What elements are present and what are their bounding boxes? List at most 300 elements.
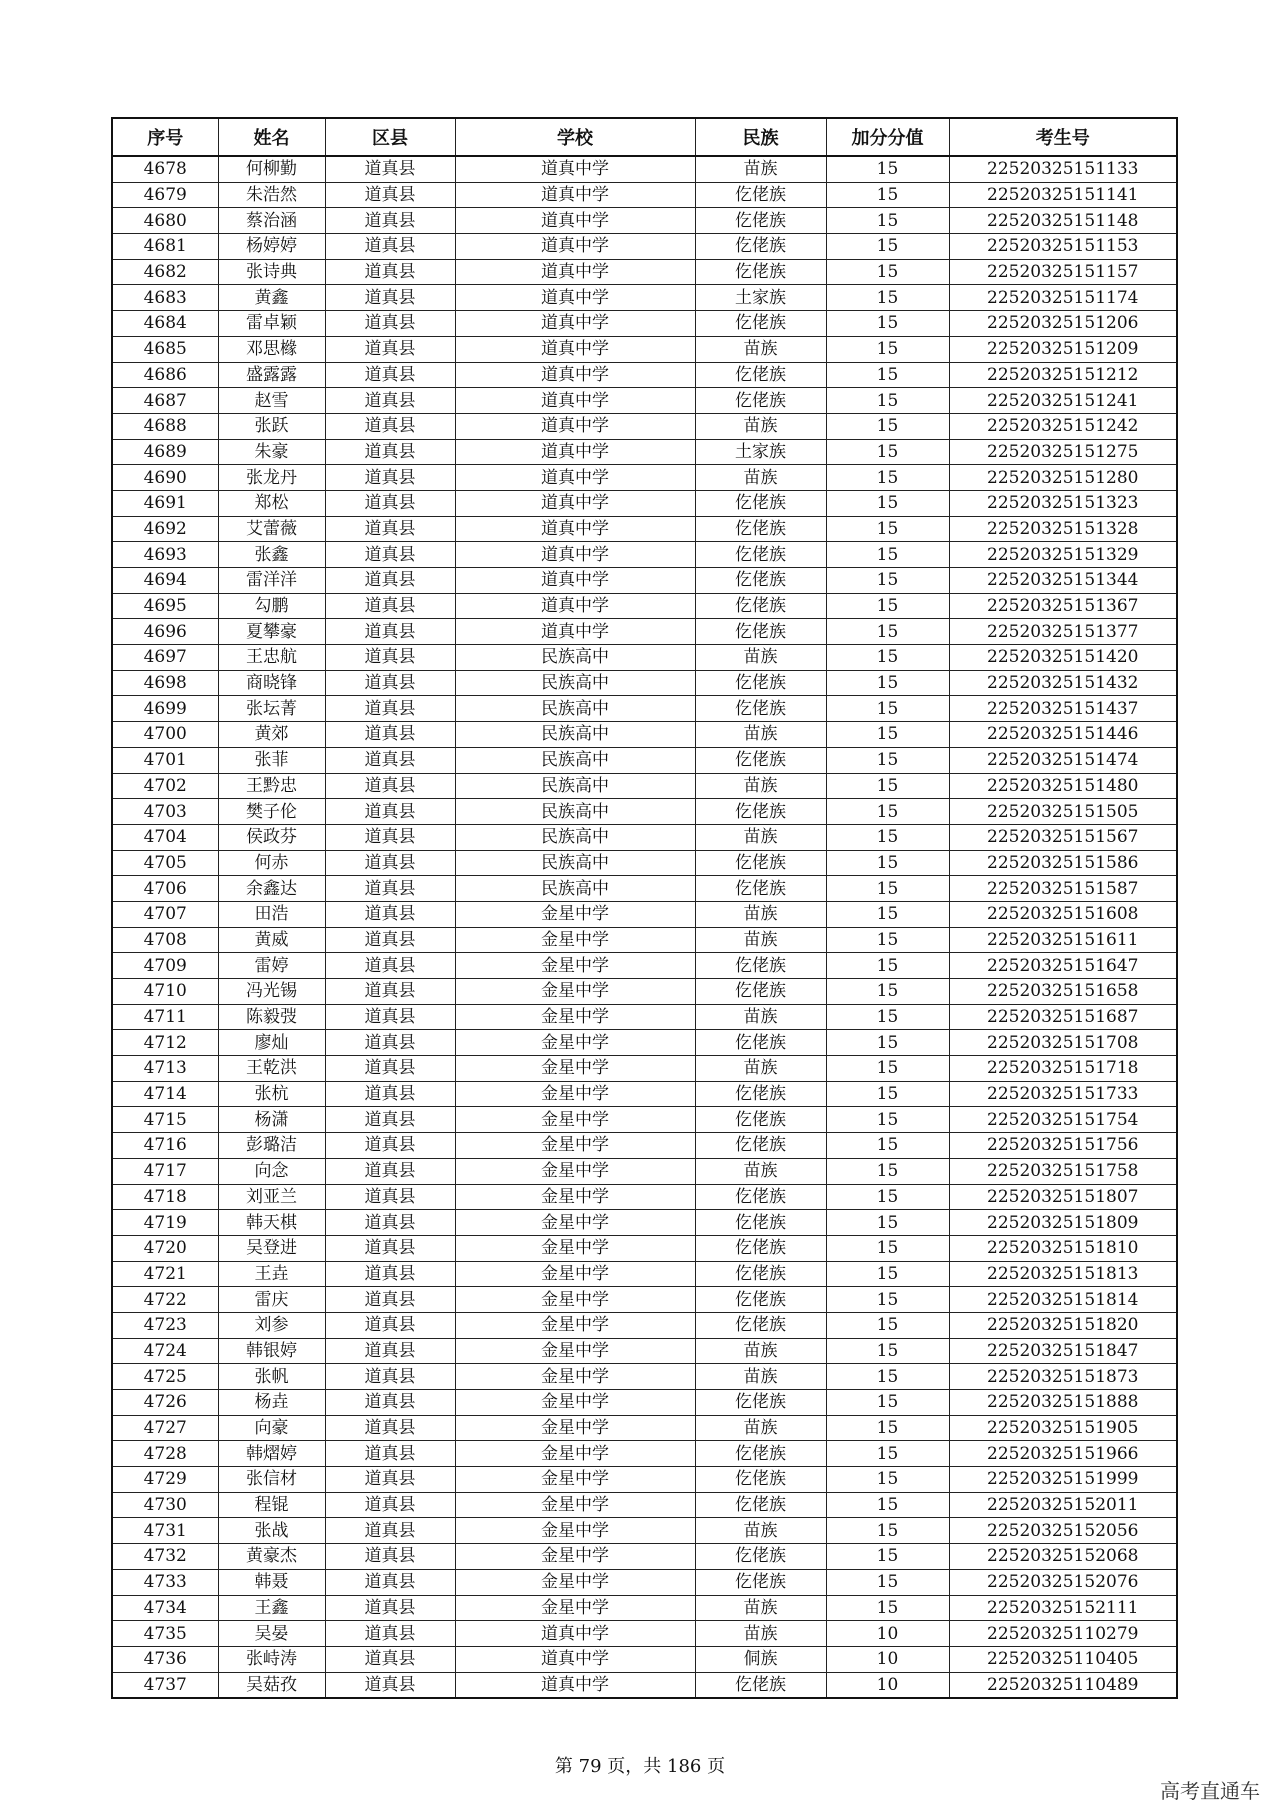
cell-bonus-points: 15 — [826, 799, 949, 825]
cell-county: 道真县 — [325, 465, 455, 491]
cell-bonus-points: 15 — [826, 1210, 949, 1236]
cell-bonus-points: 15 — [826, 1338, 949, 1364]
table-row — [112, 1364, 1177, 1390]
cell-ethnicity: 仡佬族 — [695, 1184, 826, 1210]
cell-name: 杨婷婷 — [218, 234, 325, 260]
cell-bonus-points: 15 — [826, 953, 949, 979]
cell-index: 4701 — [112, 747, 218, 773]
cell-county: 道真县 — [325, 1030, 455, 1056]
cell-name: 王鑫 — [218, 1595, 325, 1621]
cell-ethnicity: 苗族 — [695, 824, 826, 850]
cell-ethnicity: 仡佬族 — [695, 1030, 826, 1056]
cell-county: 道真县 — [325, 208, 455, 234]
cell-bonus-points: 15 — [826, 336, 949, 362]
cell-name: 何柳勤 — [218, 156, 325, 182]
table-row — [112, 1030, 1177, 1056]
cell-index: 4717 — [112, 1158, 218, 1184]
cell-name: 张战 — [218, 1518, 325, 1544]
table-row — [112, 516, 1177, 542]
cell-index: 4684 — [112, 311, 218, 337]
cell-ethnicity: 仡佬族 — [695, 516, 826, 542]
cell-exam-id: 22520325151847 — [949, 1338, 1177, 1364]
cell-county: 道真县 — [325, 1415, 455, 1441]
table-row — [112, 850, 1177, 876]
cell-county: 道真县 — [325, 773, 455, 799]
table-row — [112, 696, 1177, 722]
table-row — [112, 799, 1177, 825]
cell-name: 雷庆 — [218, 1287, 325, 1313]
cell-exam-id: 22520325151905 — [949, 1415, 1177, 1441]
cell-county: 道真县 — [325, 234, 455, 260]
cell-name: 盛露露 — [218, 362, 325, 388]
cell-index: 4689 — [112, 439, 218, 465]
cell-name: 黄威 — [218, 927, 325, 953]
cell-county: 道真县 — [325, 156, 455, 182]
cell-ethnicity: 苗族 — [695, 1158, 826, 1184]
table-row — [112, 876, 1177, 902]
cell-county: 道真县 — [325, 953, 455, 979]
table-row — [112, 336, 1177, 362]
cell-name: 廖灿 — [218, 1030, 325, 1056]
cell-exam-id: 22520325151275 — [949, 439, 1177, 465]
table-row — [112, 1646, 1177, 1672]
cell-name: 王黔忠 — [218, 773, 325, 799]
cell-bonus-points: 15 — [826, 1390, 949, 1416]
table-row — [112, 439, 1177, 465]
cell-ethnicity: 仡佬族 — [695, 619, 826, 645]
cell-ethnicity: 侗族 — [695, 1646, 826, 1672]
table-row — [112, 1107, 1177, 1133]
cell-exam-id: 22520325151608 — [949, 901, 1177, 927]
cell-index: 4688 — [112, 413, 218, 439]
cell-county: 道真县 — [325, 1544, 455, 1570]
cell-school: 道真中学 — [455, 285, 695, 311]
cell-index: 4715 — [112, 1107, 218, 1133]
cell-exam-id: 22520325151153 — [949, 234, 1177, 260]
page-number: 第 79 页，共 186 页 — [554, 1756, 726, 1777]
cell-bonus-points: 15 — [826, 1544, 949, 1570]
cell-name: 杨潇 — [218, 1107, 325, 1133]
cell-bonus-points: 15 — [826, 696, 949, 722]
cell-index: 4705 — [112, 850, 218, 876]
cell-bonus-points: 15 — [826, 1158, 949, 1184]
cell-school: 金星中学 — [455, 1287, 695, 1313]
table-row — [112, 1158, 1177, 1184]
cell-index: 4697 — [112, 645, 218, 671]
cell-index: 4700 — [112, 722, 218, 748]
cell-exam-id: 22520325151480 — [949, 773, 1177, 799]
cell-county: 道真县 — [325, 1441, 455, 1467]
cell-county: 道真县 — [325, 1056, 455, 1082]
cell-bonus-points: 15 — [826, 927, 949, 953]
cell-county: 道真县 — [325, 850, 455, 876]
cell-county: 道真县 — [325, 1235, 455, 1261]
cell-school: 金星中学 — [455, 1544, 695, 1570]
cell-exam-id: 22520325151966 — [949, 1441, 1177, 1467]
cell-index: 4733 — [112, 1569, 218, 1595]
cell-exam-id: 22520325151999 — [949, 1467, 1177, 1493]
cell-county: 道真县 — [325, 824, 455, 850]
cell-exam-id: 22520325151505 — [949, 799, 1177, 825]
cell-exam-id: 22520325151148 — [949, 208, 1177, 234]
cell-school: 金星中学 — [455, 1390, 695, 1416]
cell-bonus-points: 15 — [826, 1004, 949, 1030]
cell-name: 韩聂 — [218, 1569, 325, 1595]
table-row — [112, 234, 1177, 260]
cell-index: 4693 — [112, 542, 218, 568]
cell-exam-id: 22520325151810 — [949, 1235, 1177, 1261]
cell-bonus-points: 15 — [826, 722, 949, 748]
cell-school: 金星中学 — [455, 1441, 695, 1467]
table-row — [112, 1544, 1177, 1570]
cell-school: 金星中学 — [455, 1030, 695, 1056]
cell-ethnicity: 仡佬族 — [695, 1441, 826, 1467]
cell-index: 4699 — [112, 696, 218, 722]
header-exam-id: 考生号 — [949, 118, 1177, 156]
cell-county: 道真县 — [325, 182, 455, 208]
cell-school: 金星中学 — [455, 901, 695, 927]
cell-school: 金星中学 — [455, 1518, 695, 1544]
cell-name: 王垚 — [218, 1261, 325, 1287]
cell-ethnicity: 苗族 — [695, 773, 826, 799]
cell-county: 道真县 — [325, 1390, 455, 1416]
cell-name: 樊子伦 — [218, 799, 325, 825]
table-row — [112, 1338, 1177, 1364]
cell-bonus-points: 15 — [826, 747, 949, 773]
cell-name: 张峙涛 — [218, 1646, 325, 1672]
cell-bonus-points: 15 — [826, 285, 949, 311]
cell-name: 向念 — [218, 1158, 325, 1184]
cell-ethnicity: 苗族 — [695, 336, 826, 362]
cell-school: 金星中学 — [455, 1235, 695, 1261]
cell-index: 4736 — [112, 1646, 218, 1672]
cell-exam-id: 22520325151133 — [949, 156, 1177, 182]
cell-school: 民族高中 — [455, 799, 695, 825]
cell-county: 道真县 — [325, 901, 455, 927]
cell-school: 民族高中 — [455, 824, 695, 850]
cell-county: 道真县 — [325, 336, 455, 362]
cell-exam-id: 22520325151587 — [949, 876, 1177, 902]
cell-index: 4709 — [112, 953, 218, 979]
cell-name: 韩银婷 — [218, 1338, 325, 1364]
cell-county: 道真县 — [325, 413, 455, 439]
cell-county: 道真县 — [325, 568, 455, 594]
cell-name: 张菲 — [218, 747, 325, 773]
cell-bonus-points: 10 — [826, 1672, 949, 1698]
cell-index: 4685 — [112, 336, 218, 362]
table-row — [112, 927, 1177, 953]
table-header-row — [112, 118, 1177, 156]
cell-ethnicity: 苗族 — [695, 1004, 826, 1030]
cell-county: 道真县 — [325, 696, 455, 722]
cell-name: 朱浩然 — [218, 182, 325, 208]
cell-index: 4703 — [112, 799, 218, 825]
cell-school: 道真中学 — [455, 439, 695, 465]
cell-name: 夏攀豪 — [218, 619, 325, 645]
cell-bonus-points: 15 — [826, 1467, 949, 1493]
cell-ethnicity: 仡佬族 — [695, 1081, 826, 1107]
cell-bonus-points: 15 — [826, 876, 949, 902]
cell-ethnicity: 仡佬族 — [695, 234, 826, 260]
cell-exam-id: 22520325152068 — [949, 1544, 1177, 1570]
cell-bonus-points: 15 — [826, 516, 949, 542]
cell-school: 金星中学 — [455, 1492, 695, 1518]
cell-county: 道真县 — [325, 1364, 455, 1390]
cell-bonus-points: 15 — [826, 413, 949, 439]
cell-exam-id: 22520325151758 — [949, 1158, 1177, 1184]
cell-name: 黄鑫 — [218, 285, 325, 311]
table-row — [112, 722, 1177, 748]
cell-exam-id: 22520325151432 — [949, 670, 1177, 696]
cell-index: 4679 — [112, 182, 218, 208]
cell-ethnicity: 仡佬族 — [695, 747, 826, 773]
cell-bonus-points: 15 — [826, 311, 949, 337]
cell-ethnicity: 苗族 — [695, 1364, 826, 1390]
cell-exam-id: 22520325151658 — [949, 979, 1177, 1005]
cell-index: 4696 — [112, 619, 218, 645]
cell-index: 4729 — [112, 1467, 218, 1493]
cell-ethnicity: 苗族 — [695, 1056, 826, 1082]
cell-name: 吴晏 — [218, 1621, 325, 1647]
cell-school: 金星中学 — [455, 1184, 695, 1210]
cell-county: 道真县 — [325, 311, 455, 337]
cell-bonus-points: 15 — [826, 1441, 949, 1467]
table-row — [112, 568, 1177, 594]
cell-ethnicity: 仡佬族 — [695, 1467, 826, 1493]
cell-ethnicity: 仡佬族 — [695, 259, 826, 285]
cell-exam-id: 22520325151888 — [949, 1390, 1177, 1416]
table-row — [112, 1492, 1177, 1518]
cell-name: 冯光锡 — [218, 979, 325, 1005]
cell-index: 4713 — [112, 1056, 218, 1082]
cell-exam-id: 22520325151718 — [949, 1056, 1177, 1082]
cell-ethnicity: 苗族 — [695, 1621, 826, 1647]
cell-county: 道真县 — [325, 1261, 455, 1287]
cell-bonus-points: 15 — [826, 1492, 949, 1518]
cell-exam-id: 22520325110489 — [949, 1672, 1177, 1698]
table-row — [112, 979, 1177, 1005]
cell-bonus-points: 15 — [826, 208, 949, 234]
cell-bonus-points: 15 — [826, 362, 949, 388]
cell-ethnicity: 仡佬族 — [695, 799, 826, 825]
cell-school: 道真中学 — [455, 542, 695, 568]
cell-school: 道真中学 — [455, 362, 695, 388]
cell-name: 黄豪杰 — [218, 1544, 325, 1570]
table-row — [112, 1672, 1177, 1698]
cell-ethnicity: 苗族 — [695, 722, 826, 748]
cell-county: 道真县 — [325, 1004, 455, 1030]
table-row — [112, 1441, 1177, 1467]
cell-exam-id: 22520325152076 — [949, 1569, 1177, 1595]
cell-county: 道真县 — [325, 439, 455, 465]
table-row — [112, 593, 1177, 619]
cell-county: 道真县 — [325, 1107, 455, 1133]
table-row — [112, 1415, 1177, 1441]
cell-county: 道真县 — [325, 722, 455, 748]
cell-name: 向豪 — [218, 1415, 325, 1441]
cell-bonus-points: 15 — [826, 850, 949, 876]
cell-school: 金星中学 — [455, 1210, 695, 1236]
cell-name: 蔡治涵 — [218, 208, 325, 234]
cell-ethnicity: 仡佬族 — [695, 1210, 826, 1236]
cell-bonus-points: 15 — [826, 1056, 949, 1082]
table-row — [112, 1235, 1177, 1261]
cell-bonus-points: 15 — [826, 490, 949, 516]
cell-ethnicity: 苗族 — [695, 1338, 826, 1364]
cell-exam-id: 22520325151157 — [949, 259, 1177, 285]
table-row — [112, 285, 1177, 311]
header-index: 序号 — [112, 118, 218, 156]
cell-ethnicity: 土家族 — [695, 439, 826, 465]
cell-exam-id: 22520325151344 — [949, 568, 1177, 594]
cell-exam-id: 22520325152011 — [949, 1492, 1177, 1518]
cell-exam-id: 22520325151420 — [949, 645, 1177, 671]
cell-exam-id: 22520325151708 — [949, 1030, 1177, 1056]
table-row — [112, 1184, 1177, 1210]
cell-exam-id: 22520325151820 — [949, 1312, 1177, 1338]
cell-name: 韩天棋 — [218, 1210, 325, 1236]
cell-county: 道真县 — [325, 1287, 455, 1313]
cell-index: 4720 — [112, 1235, 218, 1261]
table-row — [112, 773, 1177, 799]
header-school: 学校 — [455, 118, 695, 156]
cell-bonus-points: 15 — [826, 645, 949, 671]
cell-index: 4724 — [112, 1338, 218, 1364]
cell-index: 4725 — [112, 1364, 218, 1390]
cell-bonus-points: 15 — [826, 619, 949, 645]
cell-exam-id: 22520325151329 — [949, 542, 1177, 568]
cell-bonus-points: 15 — [826, 568, 949, 594]
cell-name: 张杭 — [218, 1081, 325, 1107]
cell-county: 道真县 — [325, 1210, 455, 1236]
cell-county: 道真县 — [325, 1492, 455, 1518]
cell-school: 金星中学 — [455, 927, 695, 953]
table-row — [112, 362, 1177, 388]
cell-bonus-points: 15 — [826, 182, 949, 208]
cell-school: 金星中学 — [455, 1415, 695, 1441]
table-row — [112, 259, 1177, 285]
cell-name: 余鑫达 — [218, 876, 325, 902]
cell-county: 道真县 — [325, 927, 455, 953]
cell-bonus-points: 15 — [826, 824, 949, 850]
cell-school: 道真中学 — [455, 234, 695, 260]
cell-school: 金星中学 — [455, 1261, 695, 1287]
cell-school: 道真中学 — [455, 388, 695, 414]
table-row — [112, 1081, 1177, 1107]
cell-index: 4737 — [112, 1672, 218, 1698]
cell-county: 道真县 — [325, 1518, 455, 1544]
cell-exam-id: 22520325152111 — [949, 1595, 1177, 1621]
cell-school: 道真中学 — [455, 156, 695, 182]
cell-county: 道真县 — [325, 1184, 455, 1210]
cell-ethnicity: 仡佬族 — [695, 182, 826, 208]
cell-exam-id: 22520325151733 — [949, 1081, 1177, 1107]
cell-county: 道真县 — [325, 1569, 455, 1595]
cell-school: 金星中学 — [455, 1312, 695, 1338]
cell-ethnicity: 仡佬族 — [695, 696, 826, 722]
cell-school: 民族高中 — [455, 876, 695, 902]
cell-county: 道真县 — [325, 1621, 455, 1647]
cell-exam-id: 22520325151328 — [949, 516, 1177, 542]
cell-county: 道真县 — [325, 1312, 455, 1338]
cell-school: 道真中学 — [455, 1621, 695, 1647]
cell-bonus-points: 15 — [826, 1518, 949, 1544]
cell-bonus-points: 15 — [826, 1287, 949, 1313]
cell-county: 道真县 — [325, 490, 455, 516]
cell-ethnicity: 仡佬族 — [695, 1261, 826, 1287]
cell-school: 民族高中 — [455, 670, 695, 696]
cell-bonus-points: 15 — [826, 979, 949, 1005]
cell-school: 金星中学 — [455, 979, 695, 1005]
cell-name: 吴菇孜 — [218, 1672, 325, 1698]
table-row — [112, 1595, 1177, 1621]
cell-name: 雷洋洋 — [218, 568, 325, 594]
cell-bonus-points: 15 — [826, 1364, 949, 1390]
table-row — [112, 1133, 1177, 1159]
cell-exam-id: 22520325151809 — [949, 1210, 1177, 1236]
cell-ethnicity: 仡佬族 — [695, 1287, 826, 1313]
cell-index: 4698 — [112, 670, 218, 696]
table-body — [112, 156, 1177, 1698]
watermark-brand: 高考直通车 — [1160, 1779, 1260, 1803]
table-row — [112, 311, 1177, 337]
cell-index: 4731 — [112, 1518, 218, 1544]
cell-exam-id: 22520325151446 — [949, 722, 1177, 748]
cell-index: 4723 — [112, 1312, 218, 1338]
table-row — [112, 1390, 1177, 1416]
cell-index: 4692 — [112, 516, 218, 542]
cell-school: 金星中学 — [455, 1133, 695, 1159]
cell-exam-id: 22520325151206 — [949, 311, 1177, 337]
cell-school: 民族高中 — [455, 747, 695, 773]
cell-county: 道真县 — [325, 619, 455, 645]
cell-index: 4732 — [112, 1544, 218, 1570]
cell-school: 道真中学 — [455, 593, 695, 619]
table-row — [112, 1569, 1177, 1595]
cell-school: 道真中学 — [455, 1672, 695, 1698]
cell-county: 道真县 — [325, 645, 455, 671]
cell-ethnicity: 仡佬族 — [695, 1672, 826, 1698]
cell-ethnicity: 仡佬族 — [695, 876, 826, 902]
cell-exam-id: 22520325151814 — [949, 1287, 1177, 1313]
cell-school: 民族高中 — [455, 645, 695, 671]
cell-school: 道真中学 — [455, 490, 695, 516]
cell-school: 道真中学 — [455, 311, 695, 337]
cell-bonus-points: 15 — [826, 1107, 949, 1133]
cell-index: 4704 — [112, 824, 218, 850]
cell-index: 4726 — [112, 1390, 218, 1416]
cell-bonus-points: 15 — [826, 901, 949, 927]
cell-name: 张坛菁 — [218, 696, 325, 722]
cell-school: 民族高中 — [455, 773, 695, 799]
cell-exam-id: 22520325152056 — [949, 1518, 1177, 1544]
cell-school: 金星中学 — [455, 1569, 695, 1595]
cell-school: 道真中学 — [455, 336, 695, 362]
cell-name: 刘参 — [218, 1312, 325, 1338]
cell-county: 道真县 — [325, 1595, 455, 1621]
cell-index: 4686 — [112, 362, 218, 388]
cell-exam-id: 22520325151474 — [949, 747, 1177, 773]
cell-exam-id: 22520325110279 — [949, 1621, 1177, 1647]
table-row — [112, 953, 1177, 979]
cell-county: 道真县 — [325, 1081, 455, 1107]
cell-county: 道真县 — [325, 1467, 455, 1493]
cell-index: 4681 — [112, 234, 218, 260]
cell-county: 道真县 — [325, 747, 455, 773]
cell-bonus-points: 15 — [826, 1081, 949, 1107]
cell-name: 张帆 — [218, 1364, 325, 1390]
cell-school: 金星中学 — [455, 1056, 695, 1082]
